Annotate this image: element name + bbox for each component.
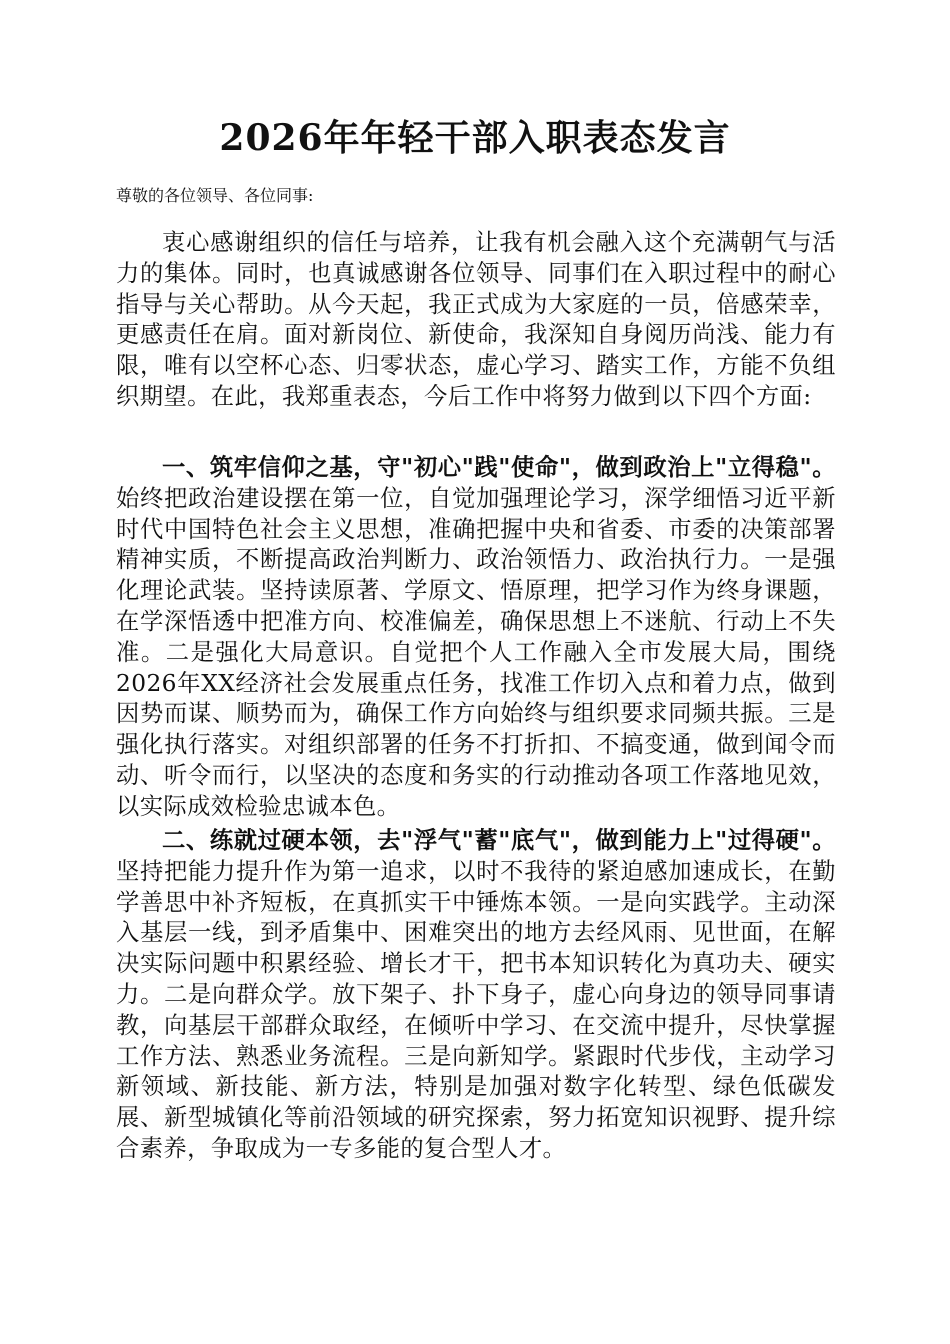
section-two-heading: 二、练就过硬本领，去"浮气"蓄"底气"，做到能力上"过得硬"。	[162, 827, 836, 854]
section-two-paragraph	[116, 826, 836, 1165]
paragraph-text: 衷心感谢组织的信任与培养，让我有机会融入这个充满朝气与活力的集体。同时，也真诚感谢各位领导、同事们在入职过程中的耐心指导与关心帮助。从今天起，我正式成为大家庭的一员，倍感荣幸，更感责任在肩。面对新岗位、新使命，我深知自身阅历尚浅、能力有限，唯有以空杯心态、归零状态，虚心学习、踏实工作，方能不负组织期望。在此，我郑重表态，今后工作中将努力做到以下四个方面:	[116, 229, 836, 410]
document-title: 2026年年轻干部入职表态发言	[219, 117, 731, 159]
section-one-paragraph	[116, 453, 836, 823]
salutation: 尊敬的各位领导、各位同事:	[116, 186, 314, 205]
paragraph-text: 坚持把能力提升作为第一追求，以时不我待的紧迫感加速成长，在勤学善思中补齐短板，在真抓实干中锤炼本领。一是向实践学。主动深入基层一线，到矛盾集中、困难突出的地方去经风雨、见世面，在解决实际问题中积累经验、增长才干，把书本知识转化为真功夫、硬实力。二是向群众学。放下架子、扑下身子，虚心向身边的领导同事请教，向基层干部群众取经，在倾听中学习、在交流中提升，尽快掌握工作方法、熟悉业务流程。三是向新知学。紧跟时代步伐，主动学习新领域、新技能、新方法，特别是加强对数字化转型、绿色低碳发展、新型城镇化等前沿领域的研究探索，努力拓宽知识视野、提升综合素养，争取成为一专多能的复合型人才。	[116, 857, 836, 1162]
section-one-heading: 一、筑牢信仰之基，守"初心"践"使命"，做到政治上"立得稳"。	[162, 454, 836, 481]
intro-paragraph	[116, 228, 836, 413]
paragraph-text: 始终把政治建设摆在第一位，自觉加强理论学习，深学细悟习近平新时代中国特色社会主义思想，准确把握中央和省委、市委的决策部署精神实质，不断提高政治判断力、政治领悟力、政治执行力。一是强化理论武装。坚持读原著、学原文、悟原理，把学习作为终身课题，在学深悟透中把准方向、校准偏差，确保思想上不迷航、行动上不失准。二是强化大局意识。自觉把个人工作融入全市发展大局，围绕2026年XX经济社会发展重点任务，找准工作切入点和着力点，做到因势而谋、顺势而为，确保工作方向始终与组织要求同频共振。三是强化执行落实。对组织部署的任务不打折扣、不搞变通，做到闻令而动、听令而行，以坚决的态度和务实的行动推动各项工作落地见效，以实际成效检验忠诚本色。	[116, 484, 836, 820]
